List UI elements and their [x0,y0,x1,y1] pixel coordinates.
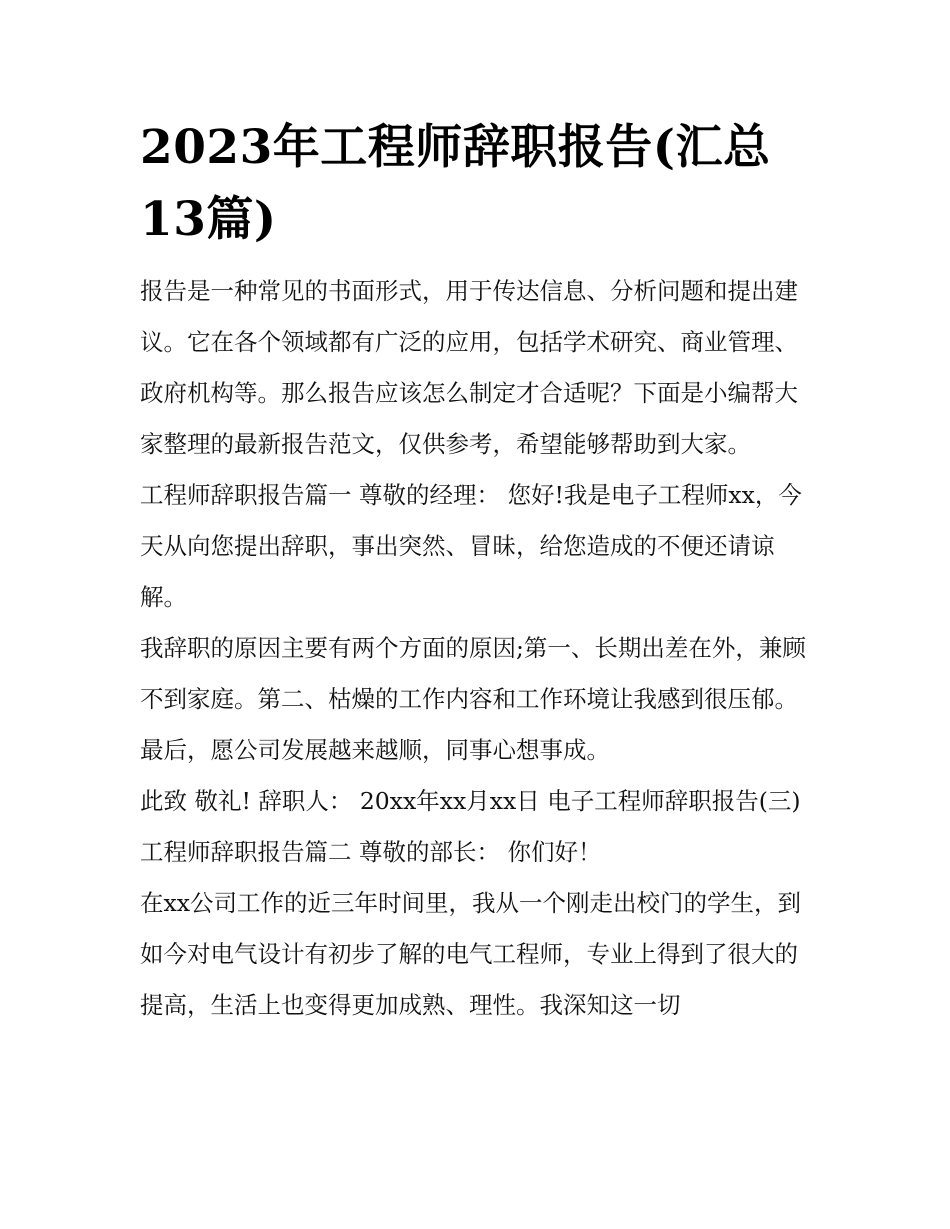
document-title: 2023年工程师辞职报告(汇总13篇) [140,120,771,247]
paragraph-intro: 报告是一种常见的书面形式，用于传达信息、分析问题和提出建议。它在各个领域都有广泛的应用，包括学术研究、商业管理、政府机构等。那么报告应该怎么制定才合适呢？下面是小编帮大家整理的最新报告范文，仅供参考，希望能够帮助到大家。 [140,277,798,458]
document-body [140,266,815,1031]
paragraph-letter-two-body: 在xx公司工作的近三年时间里，我从一个刚走出校门的学生，到如今对电气设计有初步了解的电气工程师，专业上得到了很大的提高，生活上也变得更加成熟、理性。我深知这一切 [140,889,802,1019]
document-content [140,112,815,1031]
paragraph-letter-one-reasons: 我辞职的原因主要有两个方面的原因;第一、长期出差在外，兼顾不到家庭。第二、枯燥的工作内容和工作环境让我感到很压郁。 最后，愿公司发展越来越顺，同事心想事成。 [140,634,806,764]
paragraph-letter-one-greeting: 工程师辞职报告篇一 尊敬的经理： 您好!我是电子工程师xx，今天从向您提出辞职，事出突然、冒昧，给您造成的不便还请谅解。 [140,481,802,611]
paragraph-letter-one-closing: 此致 敬礼! 辞职人： 20xx年xx月xx日 电子工程师辞职报告(三) 工程师辞职报告篇二 尊敬的部长： 你们好！ [140,787,801,866]
